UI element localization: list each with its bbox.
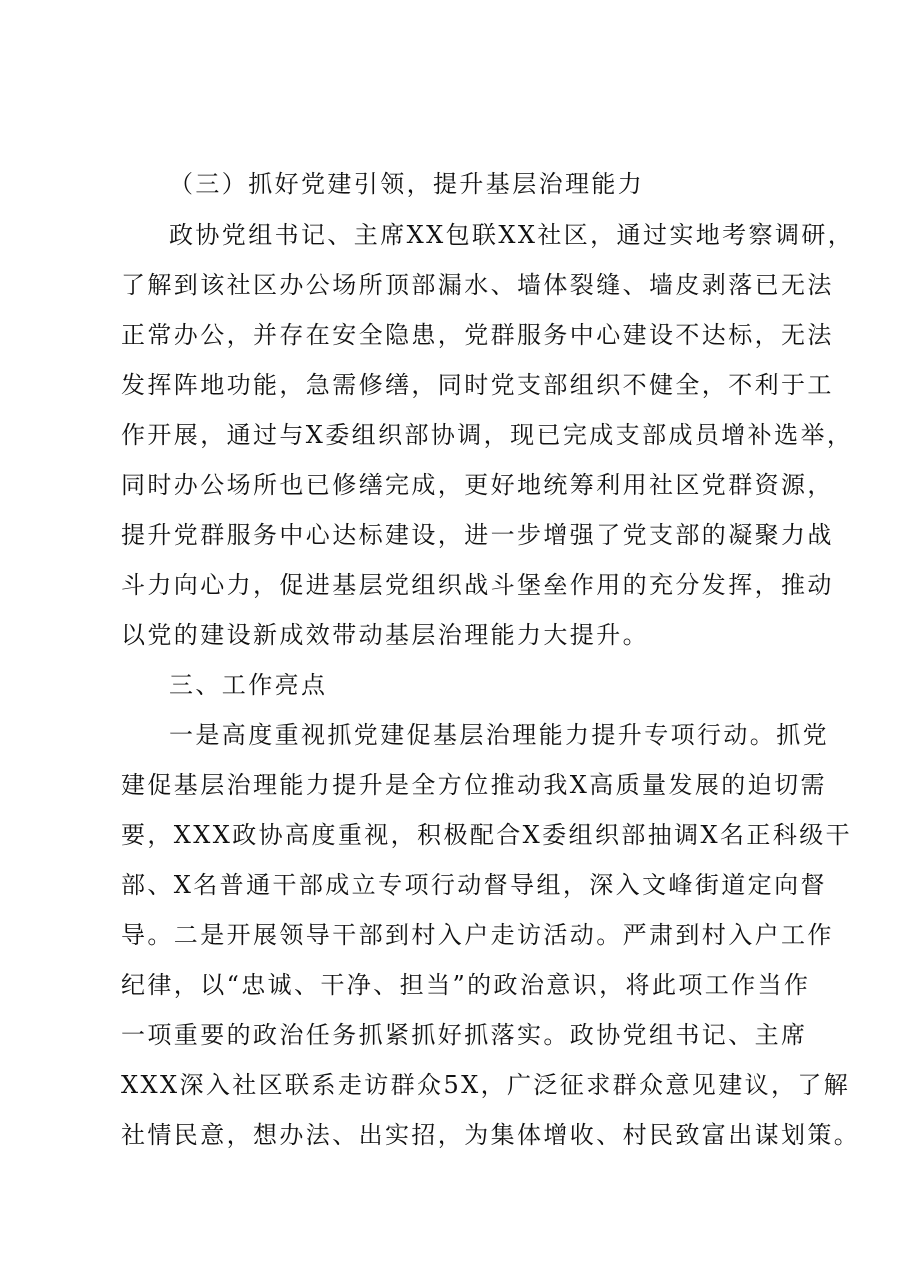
paragraph-line: 发挥阵地功能，急需修缮，同时党支部组织不健全，不利于工 — [121, 371, 834, 399]
paragraph-line: 提升党群服务中心达标建设，进一步增强了党支部的凝聚力战 — [121, 521, 834, 549]
paragraph-line: 正常办公，并存在安全隐患，党群服务中心建设不达标，无法 — [121, 321, 834, 349]
paragraph-line: 一项重要的政治任务抓紧抓好抓落实。政协党组书记、主席 — [121, 1021, 808, 1049]
paragraph-line: XXX深入社区联系走访群众5X，广泛征求群众意见建议，了解 — [121, 1071, 851, 1099]
paragraph-line: 了解到该社区办公场所顶部漏水、墙体裂缝、墙皮剥落已无法 — [121, 271, 834, 299]
paragraph-line: 同时办公场所也已修缮完成，更好地统筹利用社区党群资源， — [121, 471, 834, 499]
section-heading: 三、工作亮点 — [169, 671, 328, 699]
paragraph-line: 斗力向心力，促进基层党组织战斗堡垒作用的充分发挥，推动 — [121, 571, 834, 599]
paragraph-line: 要，XXX政协高度重视，积极配合X委组织部抽调X名正科级干 — [121, 821, 853, 849]
paragraph-line: 纪律，以“忠诚、干净、担当”的政治意识，将此项工作当作 — [121, 971, 811, 999]
paragraph-line: 以党的建设新成效带动基层治理能力大提升。 — [121, 621, 649, 649]
paragraph-line: 社情民意，想办法、出实招，为集体增收、村民致富出谋划策。 — [121, 1121, 861, 1149]
paragraph-line: 导。二是开展领导干部到村入户走访活动。严肃到村入户工作 — [121, 921, 834, 949]
paragraph-line: 作开展，通过与X委组织部协调，现已完成支部成员增补选举， — [121, 421, 854, 449]
paragraph-line: 部、X名普通干部成立专项行动督导组，深入文峰街道定向督 — [121, 871, 827, 899]
paragraph-line: 建促基层治理能力提升是全方位推动我X高质量发展的迫切需 — [121, 771, 827, 799]
paragraph-line: 一是高度重视抓党建促基层治理能力提升专项行动。抓党 — [169, 721, 829, 749]
paragraph-line: 政协党组书记、主席XX包联XX社区，通过实地考察调研， — [169, 221, 855, 249]
section-heading: （三）抓好党建引领，提升基层治理能力 — [169, 170, 645, 198]
